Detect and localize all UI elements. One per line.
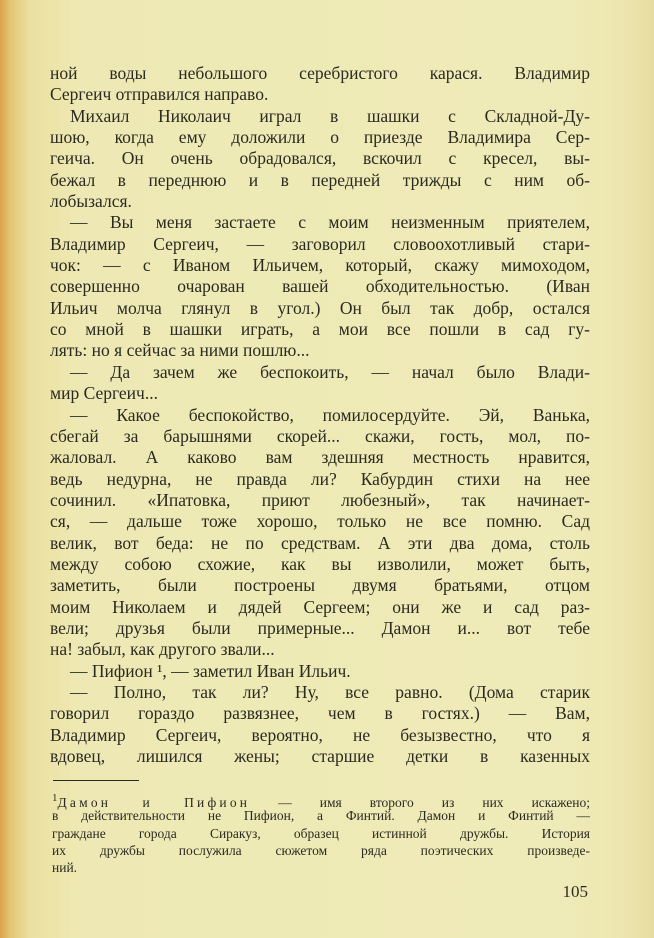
text-line: ной воды небольшого серебристого карася. Владимир (50, 63, 590, 83)
text-line: сочинил. «Ипатовка, приют любезный», так начинает- (50, 489, 590, 510)
text-line: — Какое беспокойство, помилосердуйте. Эй, Ванька, (70, 404, 590, 425)
text-line: вдовец, лишился жены; старшие детки в казенных (50, 746, 590, 766)
text-line: говорил гораздо развязнее, чем в гостях.) — Вам, (50, 703, 590, 724)
text-line: мир Сергеич... (50, 383, 158, 404)
paragraph (50, 63, 590, 106)
text-line: со мной в шашки играть, а мои все пошли в сад гу- (50, 319, 590, 340)
footnote-line: ний. (52, 860, 78, 876)
footnote-line (52, 790, 591, 810)
text-line: Михаил Николаич играл в шашки с Складной-Ду- (70, 105, 590, 126)
text-line: на! забыл, как другого звали... (50, 639, 275, 660)
text-line: моим Николаем и дядей Сергеем; они же и сад раз- (50, 596, 590, 617)
text-line: лять: но я сейчас за ними пошлю... (50, 340, 310, 361)
text-line: геича. Он очень обрадовался, вскочил с кресел, вы- (50, 148, 590, 169)
text-line: ведь недурна, не правда ли? Кабурдин стихи на нее (50, 468, 590, 489)
text-line: между собою схожие, как вы изволили, может быть, (50, 553, 590, 574)
paragraph (50, 405, 590, 661)
text-line: — Да зачем же беспокоить, — начал было Влади- (70, 361, 590, 382)
text-line: сбегай за барышнями скорей... скажи, гость, мол, по- (50, 425, 590, 446)
footnote-term: Дамон и Пифион (57, 795, 251, 810)
footnote-marker: 1 (52, 792, 58, 804)
footnote-line: их дружбы послужила сюжетом ряда поэтических произведе- (52, 842, 590, 858)
text-line: Сергеич отправился направо. (50, 84, 269, 105)
page-number: 105 (562, 882, 588, 901)
text-line: Ильич молча глянул в угол.) Он был так добр, остался (50, 297, 590, 318)
text-line: — Вы меня застаете с моим неизменным приятелем, (70, 212, 590, 233)
text-line: Владимир Сергеич, вероятно, не безызвестно, что я (50, 724, 590, 745)
main-text (50, 63, 590, 767)
paragraph (50, 661, 590, 682)
paragraph (50, 106, 590, 213)
paragraph (50, 362, 590, 405)
text-line: велик, вот беда: не по средствам. А эти два дома, столь (50, 532, 590, 553)
text-line: вели; друзья были примерные... Дамон и... вот тебе (50, 617, 590, 638)
text-line: лобызался. (50, 191, 132, 212)
footnote-divider (53, 780, 139, 781)
footnote (52, 790, 590, 876)
footnote-text: — имя второго из них искажено; (278, 795, 591, 810)
footnote-line: в действительности не Пифион, а Финтий. Дамон и Финтий — (52, 808, 590, 824)
text-line: — Пифион ¹, — заметил Иван Ильич. (70, 660, 351, 681)
text-line: шою, когда ему доложили о приезде Владимира Сер- (50, 127, 590, 148)
footnote-line: граждане города Сиракуз, образец истинной дружбы. История (52, 825, 590, 841)
text-line: чок: — с Иваном Ильичем, который, скажу мимоходом, (50, 255, 590, 276)
text-line: ся, — дальше тоже хорошо, только не все помню. Сад (50, 511, 590, 532)
text-line: жаловал. А каково вам здешняя местность нравится, (50, 447, 590, 468)
text-line: совершенно очарован вашей обходительностью. (Иван (50, 276, 590, 297)
text-line: — Полно, так ли? Ну, все равно. (Дома старик (70, 681, 590, 702)
text-line: заметить, были построены двумя братьями, отцом (50, 575, 590, 596)
text-line: Владимир Сергеич, — заговорил словоохотливый стари- (50, 233, 590, 254)
text-line: бежал в переднюю и в передней трижды с ним об- (50, 169, 590, 190)
paragraph (50, 212, 590, 361)
paragraph (50, 682, 590, 767)
